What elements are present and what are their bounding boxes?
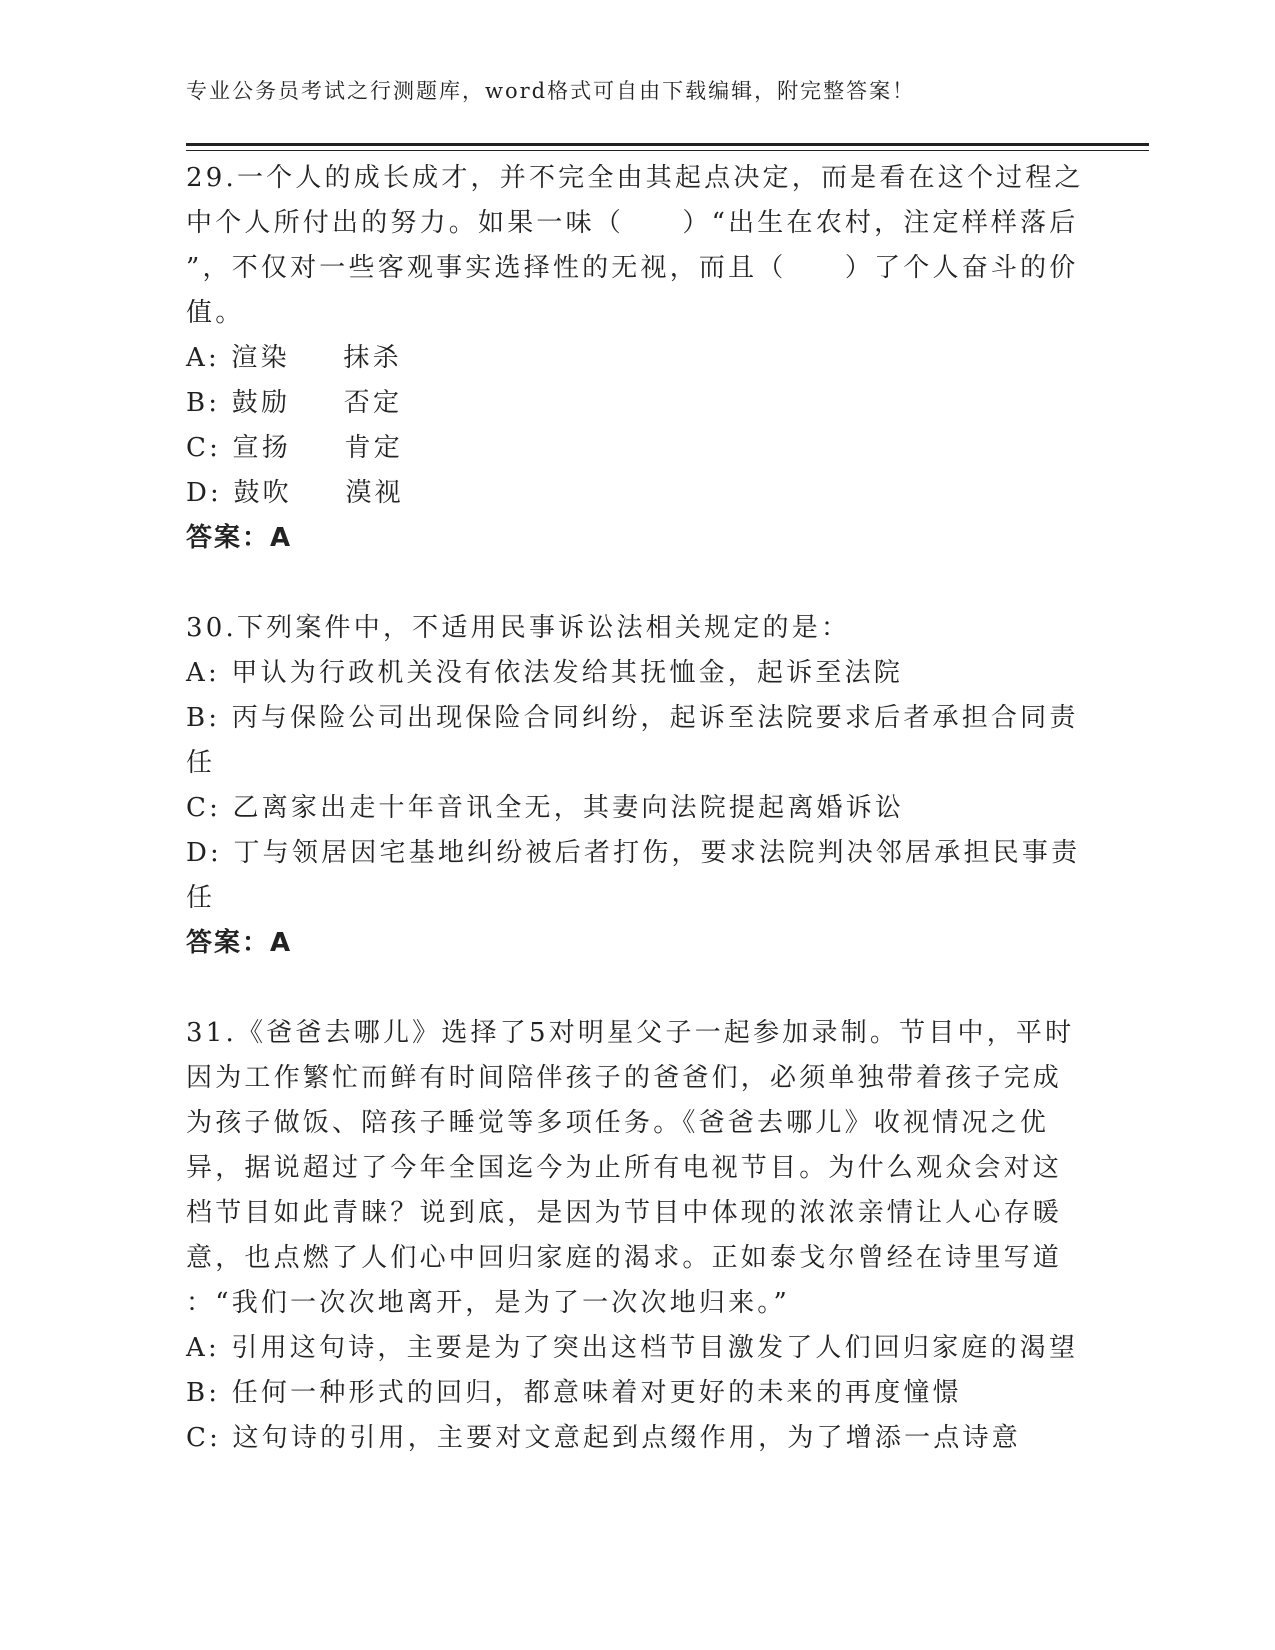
option-a: A: 甲认为行政机关没有依法发给其抚恤金，起诉至法院 xyxy=(186,658,904,688)
option-label: B: xyxy=(186,388,221,418)
question-30 xyxy=(186,606,1086,966)
answer-line: 答案：A xyxy=(186,523,293,553)
option-b xyxy=(186,381,1086,426)
page-header: 专业公务员考试之行测题库，word格式可自由下载编辑，附完整答案！ xyxy=(186,79,916,103)
option-a xyxy=(186,336,1086,381)
option-a: A: 引用这句诗，主要是为了突出这档节目激发了人们回归家庭的渴望 xyxy=(186,1333,1079,1363)
question-stem-line: ”，不仅对一些客观事实选择性的无视，而且（ ）了个人奋斗的价 xyxy=(186,253,1079,283)
header-rule-thick xyxy=(186,143,1149,146)
option-word-2: 漠视 xyxy=(345,478,404,508)
question-stem-line: 因为工作繁忙而鲜有时间陪伴孩子的爸爸们，必须单独带着孩子完成 xyxy=(186,1063,1063,1093)
answer-line: 答案：A xyxy=(186,928,293,958)
option-word-2: 肯定 xyxy=(344,433,403,463)
option-b-continued: 任 xyxy=(186,748,216,778)
option-word-1: 鼓励 xyxy=(231,388,291,418)
option-d xyxy=(186,471,1086,516)
option-b: B: 任何一种形式的回归，都意味着对更好的未来的再度憧憬 xyxy=(186,1378,962,1408)
option-d-continued: 任 xyxy=(186,883,216,913)
question-stem-line: 意，也点燃了人们心中回归家庭的渴求。正如泰戈尔曾经在诗里写道 xyxy=(186,1243,1063,1273)
option-word-2: 抹杀 xyxy=(343,343,402,373)
question-stem-line: ：“我们一次次地离开，是为了一次次地归来。” xyxy=(186,1288,790,1318)
option-label: C: xyxy=(186,433,222,463)
option-word-2: 否定 xyxy=(343,388,403,418)
question-stem-line: 29.一个人的成长成才，并不完全由其起点决定，而是看在这个过程之 xyxy=(186,163,1084,193)
question-stem-line: 中个人所付出的努力。如果一味（ ）“出生在农村，注定样样落后 xyxy=(186,208,1079,238)
question-stem-line: 31.《爸爸去哪儿》选择了5对明星父子一起参加录制。节目中，平时 xyxy=(186,1018,1075,1048)
question-stem-line: 为孩子做饭、陪孩子睡觉等多项任务。《爸爸去哪儿》收视情况之优 xyxy=(186,1108,1050,1138)
header-rule-thin xyxy=(186,150,1149,151)
option-word-1: 鼓吹 xyxy=(233,478,292,508)
question-31 xyxy=(186,1011,1086,1461)
question-stem-line: 值。 xyxy=(186,298,245,328)
option-c xyxy=(186,426,1086,471)
option-d: D: 丁与领居因宅基地纠纷被后者打伤，要求法院判决邻居承担民事责 xyxy=(186,838,1081,868)
option-b: B: 丙与保险公司出现保险合同纠纷，起诉至法院要求后者承担合同责 xyxy=(186,703,1079,733)
option-c: C: 乙离家出走十年音讯全无，其妻向法院提起离婚诉讼 xyxy=(186,793,905,823)
option-label: D: xyxy=(186,478,223,508)
option-label: A: xyxy=(186,343,220,373)
option-c: C: 这句诗的引用，主要对文意起到点缀作用，为了增添一点诗意 xyxy=(186,1423,1021,1453)
question-spacer xyxy=(186,966,1086,1011)
question-stem-line: 30.下列案件中，不适用民事诉讼法相关规定的是： xyxy=(186,613,851,643)
document-body xyxy=(186,156,1086,1461)
question-spacer xyxy=(186,561,1086,606)
question-stem-line: 异，据说超过了今年全国迄今为止所有电视节目。为什么观众会对这 xyxy=(186,1153,1063,1183)
option-word-1: 宣扬 xyxy=(232,433,291,463)
option-word-1: 渲染 xyxy=(231,343,290,373)
question-29 xyxy=(186,156,1086,561)
question-stem-line: 档节目如此青睐？说到底，是因为节目中体现的浓浓亲情让人心存暖 xyxy=(186,1198,1063,1228)
